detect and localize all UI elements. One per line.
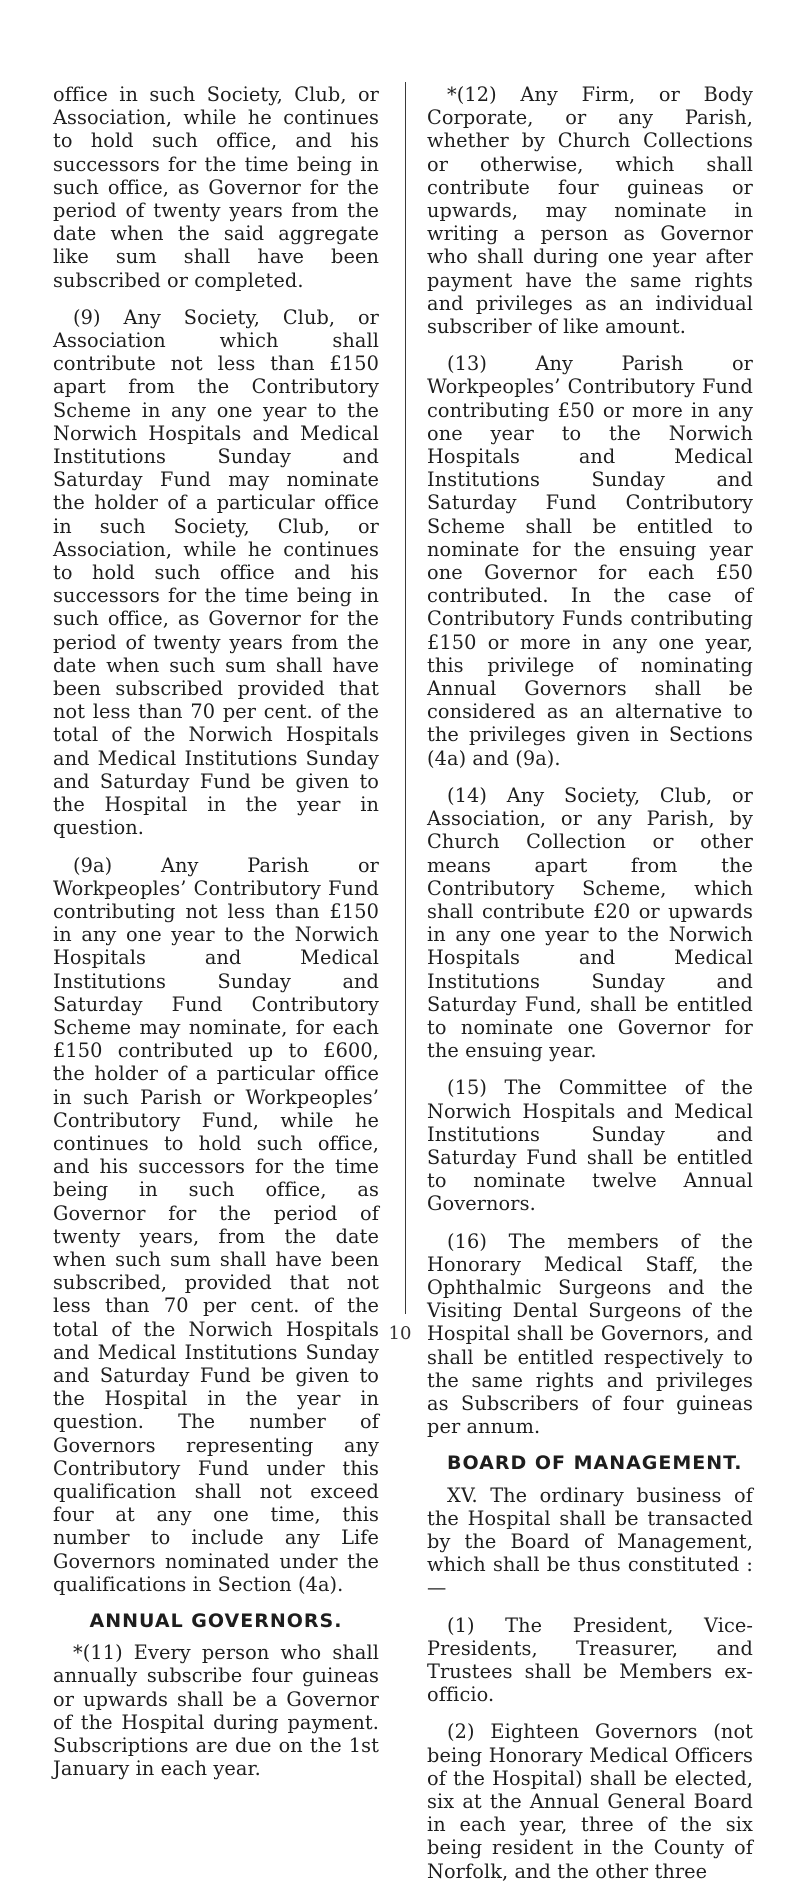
paragraph-continuation: office in such Society, Club, or Association, while he continues to hold such office, and his successors for the time being in such office, as Governor for the period of twenty years from the date when the said aggregate like sum shall have been subscribed or completed. — [53, 83, 379, 292]
paragraph-9a: (9a) Any Parish or Workpeoples’ Contributory Fund contributing not less than £150 in any one year to the Norwich Hospitals and Medical Institutions Sunday and Saturday Fund Contributory Scheme may nominate, for each £150 contributed up to £600, the holder of a particular office in such Parish or Workpeoples’ Contributory Fund, while he continues to hold such office, and his successors for the time being in such office, as Governor for the period of twenty years, from the date when such sum shall have been subscribed, provided that not less than 70 per cent. of the total of the Norwich Hospitals and Medical Institutions Sunday and Saturday Fund be given to the Hospital in the year in question. The number of Governors representing any Contributory Fund under this qualification shall not exceed four at any one time, this number to include any Life Governors nominated under the qualifications in Section (4a). — [53, 853, 379, 1596]
paragraph-1: (1) The President, Vice-Presidents, Treasurer, and Trustees shall be Members ex-officio. — [427, 1613, 753, 1707]
paragraph-16: (16) The members of the Honorary Medical Staff, the Ophthalmic Surgeons and the Visiting Dental Surgeons of the Hospital shall be Governors, and shall be entitled respectively to the same rights and privileges as Subscribers of four guineas per annum. — [427, 1229, 753, 1439]
paragraph-11: *(11) Every person who shall annually subscribe four guineas or upwards shall be a Governor of the Hospital during payment. Subscriptions are due on the 1st January in each year. — [53, 1641, 379, 1781]
page-number: 10 — [388, 1323, 412, 1344]
paragraph-12: *(12) Any Firm, or Body Corporate, or any Parish, whether by Church Collections or otherwise, which shall contribute four guineas or upwards, may nominate in writing a person as Governor who shall during one year after payment have the same rights and privileges as an individual subscriber of like amount. — [427, 83, 753, 339]
left-column — [53, 83, 379, 1794]
paragraph-9: (9) Any Society, Club, or Association which shall contribute not less than £150 apart from the Contributory Scheme in any one year to the Norwich Hospitals and Medical Institutions Sunday and Saturday Fund may nominate the holder of a particular office in such Society, Club, or Association, while he continues to hold such office and his successors for the time being in such office, as Governor for the period of twenty years from the date when such sum shall have been subscribed provided that not less than 70 per cent. of the total of the Norwich Hospitals and Medical Institutions Sunday and Saturday Fund be given to the Hospital in the year in question. — [53, 305, 379, 840]
column-divider — [405, 82, 406, 1314]
heading-board-of-management: BOARD OF MANAGEMENT. — [447, 1452, 743, 1475]
paragraph-15: (15) The Committee of the Norwich Hospitals and Medical Institutions Sunday and Saturday Fund shall be entitled to nominate twelve Annual Governors. — [427, 1076, 753, 1216]
paragraph-14: (14) Any Society, Club, or Association, or any Parish, by Church Collection or other means apart from the Contributory Scheme, which shall contribute £20 or upwards in any one year to the Norwich Hospitals and Medical Institutions Sunday and Saturday Fund, shall be entitled to nominate one Governor for the ensuing year. — [427, 783, 753, 1063]
heading-annual-governors: ANNUAL GOVERNORS. — [89, 1610, 343, 1632]
paragraph-2: (2) Eighteen Governors (not being Honorary Medical Officers of the Hospital) shall be elected, six at the Annual General Board in each year, three of the six being resident in the County of Norfolk, and the other three — [427, 1720, 753, 1883]
paragraph-13: (13) Any Parish or Workpeoples’ Contributory Fund contributing £50 or more in any one year to the Norwich Hospitals and Medical Institutions Sunday and Saturday Fund Contributory Scheme shall be entitled to nominate for the ensuing year one Governor for each £50 contributed. In the case of Contributory Funds contributing £150 or more in any one year, this privilege of nominating Annual Governors shall be considered as an alternative to the privileges given in Sections (4a) and (9a). — [427, 352, 753, 770]
right-column — [427, 83, 753, 1897]
paragraph-xv: XV. The ordinary business of the Hospital shall be transacted by the Board of Management, which shall be thus constituted :— — [427, 1483, 753, 1600]
